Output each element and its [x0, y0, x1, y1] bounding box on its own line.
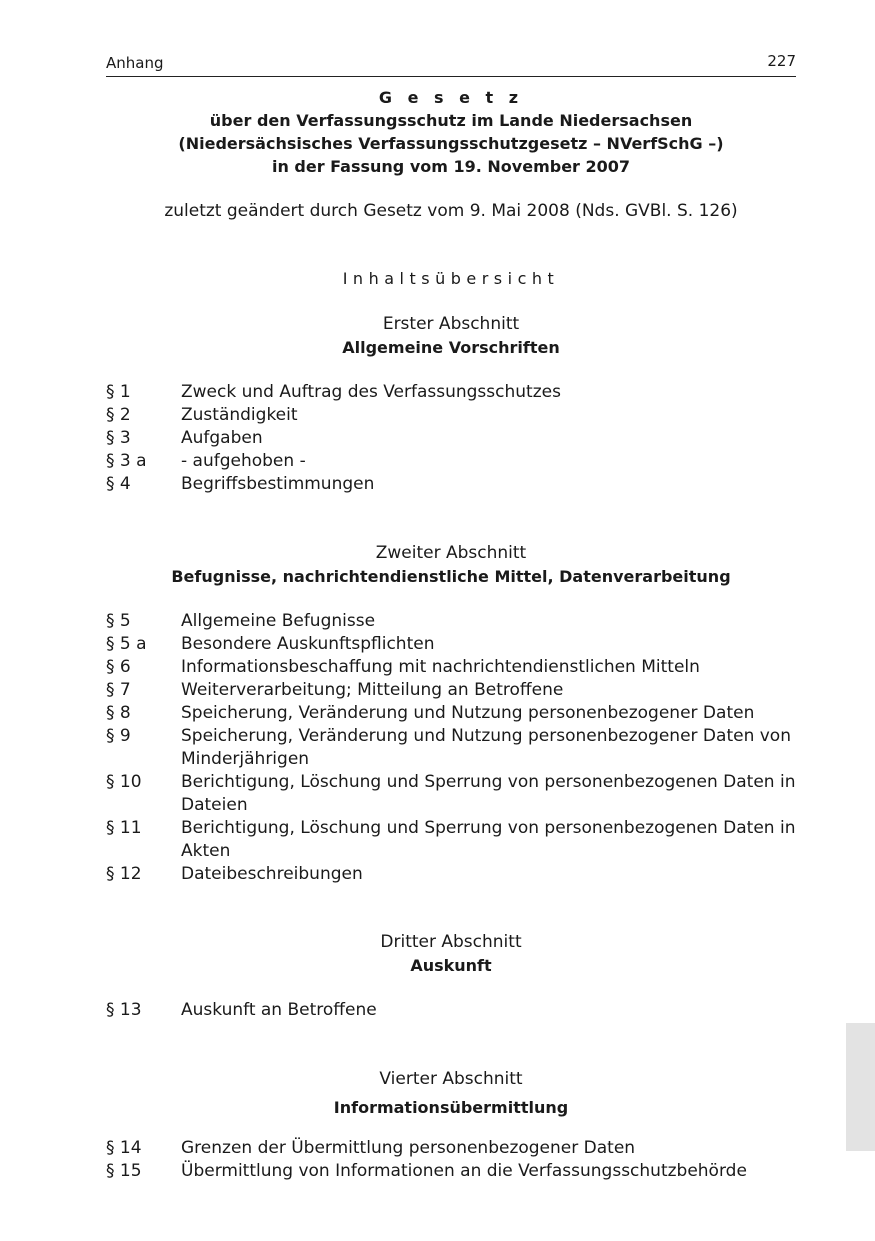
paragraph-number: § 4 [106, 474, 131, 494]
paragraph-number: § 1 [106, 382, 131, 402]
toc-entry [106, 817, 796, 863]
paragraph-title: Zuständigkeit [181, 405, 298, 425]
toc-heading: Inhaltsübersicht [342, 269, 560, 288]
law-title: G e s e t z [378, 88, 524, 107]
toc-entry [106, 863, 796, 886]
law-title-line-3: (Niedersächsisches Verfassungsschutzgesetz – NVerfSchG –) [178, 134, 724, 153]
thumb-index-tab [846, 1023, 875, 1151]
toc-entry [106, 473, 796, 496]
toc-entry [106, 656, 796, 679]
paragraph-title: Berichtigung, Löschung und Sperrung von personenbezogenen Daten in Dateien [181, 772, 796, 815]
section-1-number: Erster Abschnitt [382, 314, 520, 334]
paragraph-title: Aufgaben [181, 428, 263, 448]
amendment-note: zuletzt geändert durch Gesetz vom 9. Mai 2008 (Nds. GVBl. S. 126) [164, 201, 738, 221]
paragraph-title: Grenzen der Übermittlung personenbezogener Daten [181, 1138, 636, 1158]
toc-entry [106, 427, 796, 450]
toc-entry [106, 725, 796, 771]
paragraph-number: § 7 [106, 680, 131, 700]
paragraph-number: § 14 [106, 1138, 142, 1158]
paragraph-title: Zweck und Auftrag des Verfassungsschutzes [181, 382, 561, 402]
paragraph-number: § 3 [106, 428, 131, 448]
paragraph-number: § 5 a [106, 634, 147, 654]
paragraph-title: Dateibeschreibungen [181, 864, 363, 884]
paragraph-number: § 12 [106, 864, 142, 884]
toc-entry [106, 610, 796, 633]
toc-entry [106, 450, 796, 473]
section-3-entries [106, 999, 796, 1022]
section-2-number: Zweiter Abschnitt [375, 543, 527, 563]
paragraph-number: § 5 [106, 611, 131, 631]
paragraph-title: Speicherung, Veränderung und Nutzung personenbezogener Daten [181, 703, 755, 723]
paragraph-title: - aufgehoben - [181, 451, 306, 471]
section-4-title: Informationsübermittlung [333, 1098, 569, 1117]
paragraph-number: § 10 [106, 772, 142, 792]
section-1-entries [106, 381, 796, 496]
paragraph-title: Besondere Auskunftspflichten [181, 634, 435, 654]
law-title-line-2: über den Verfassungsschutz im Lande Niedersachsen [209, 111, 693, 130]
paragraph-title: Begriffsbestimmungen [181, 474, 375, 494]
toc-entry [106, 1160, 796, 1183]
paragraph-number: § 8 [106, 703, 131, 723]
toc-entry [106, 702, 796, 725]
paragraph-number: § 2 [106, 405, 131, 425]
paragraph-number: § 11 [106, 818, 142, 838]
running-header [106, 52, 796, 77]
toc-entry [106, 679, 796, 702]
section-4-number: Vierter Abschnitt [379, 1069, 523, 1089]
toc-entry [106, 381, 796, 404]
section-2-title: Befugnisse, nachrichtendienstliche Mittel, Datenverarbeitung [171, 567, 731, 586]
page-number: 227 [767, 52, 796, 70]
paragraph-title: Speicherung, Veränderung und Nutzung personenbezogener Daten von Minderjährigen [181, 726, 791, 769]
paragraph-title: Auskunft an Betroffene [181, 1000, 377, 1020]
law-title-line-4: in der Fassung vom 19. November 2007 [271, 157, 631, 176]
paragraph-title: Übermittlung von Informationen an die Verfassungsschutzbehörde [181, 1161, 747, 1181]
section-3-title: Auskunft [410, 956, 492, 975]
section-2-entries [106, 610, 796, 886]
section-3-number: Dritter Abschnitt [380, 932, 522, 952]
toc-entry [106, 771, 796, 817]
toc-entry [106, 999, 796, 1022]
section-4-entries [106, 1137, 796, 1183]
toc-entry [106, 633, 796, 656]
paragraph-number: § 9 [106, 726, 131, 746]
toc-entry [106, 1137, 796, 1160]
paragraph-title: Informationsbeschaffung mit nachrichtendienstlichen Mitteln [181, 657, 700, 677]
paragraph-title: Allgemeine Befugnisse [181, 611, 376, 631]
paragraph-number: § 3 a [106, 451, 147, 471]
toc-entry [106, 404, 796, 427]
paragraph-title: Weiterverarbeitung; Mitteilung an Betroffene [181, 680, 564, 700]
paragraph-title: Berichtigung, Löschung und Sperrung von personenbezogenen Daten in Akten [181, 818, 796, 861]
running-head-section: Anhang [106, 54, 164, 72]
paragraph-number: § 13 [106, 1000, 142, 1020]
paragraph-number: § 15 [106, 1161, 142, 1181]
section-1-title: Allgemeine Vorschriften [342, 338, 560, 357]
paragraph-number: § 6 [106, 657, 131, 677]
